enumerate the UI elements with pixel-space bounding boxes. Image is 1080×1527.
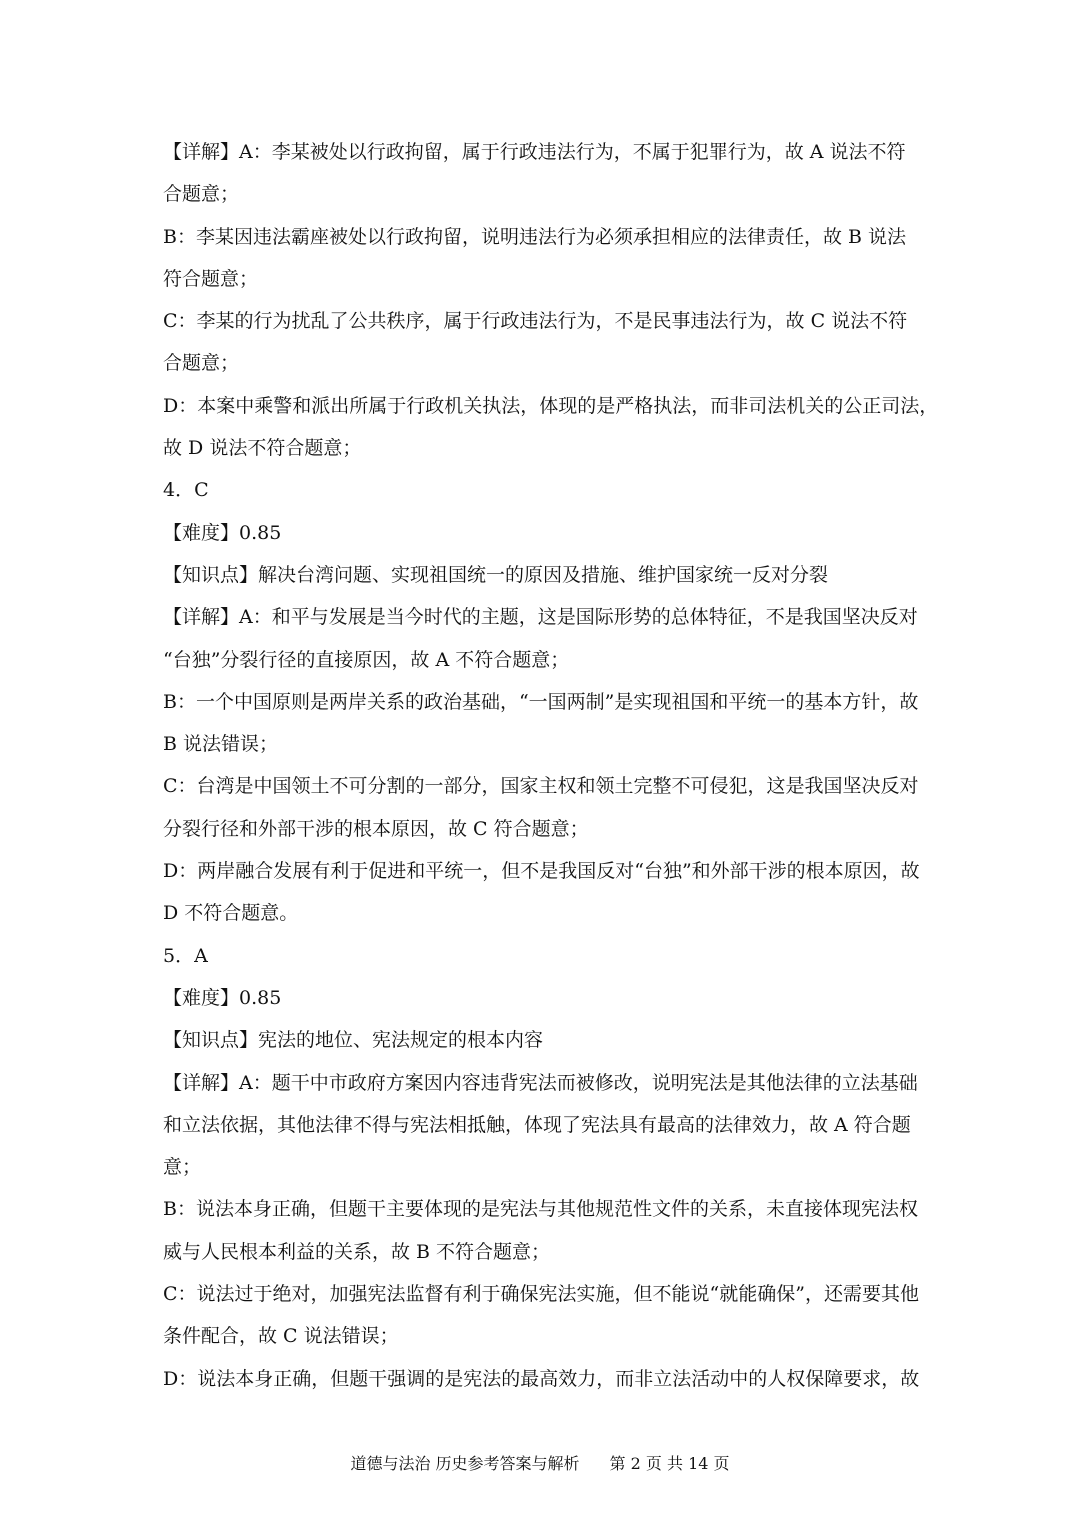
footer-document-title: 道德与法治 历史参考答案与解析 [350, 1454, 580, 1473]
difficulty-line: 【难度】0.85 [163, 521, 282, 544]
text-line: 和立法依据，其他法律不得与宪法相抵触，体现了宪法具有最高的法律效力，故 A 符合题 [163, 1113, 911, 1136]
text-line: 【详解】A：李某被处以行政拘留，属于行政违法行为，不属于犯罪行为，故 A 说法不符 [163, 141, 906, 163]
text-line: 分裂行径和外部干涉的根本原因，故 C 符合题意； [163, 817, 589, 840]
text-line: 条件配合，故 C 说法错误； [163, 1325, 399, 1348]
difficulty-line: 【难度】0.85 [163, 986, 282, 1009]
text-line: C：台湾是中国领土不可分割的一部分，国家主权和领土完整不可侵犯，这是我国坚决反对 [163, 775, 919, 798]
text-line: C：说法过于绝对，加强宪法监督有利于确保宪法实施，但不能说“就能确保”，还需要其他 [163, 1283, 919, 1306]
text-line: 故 D 说法不符合题意； [163, 437, 362, 460]
text-line: B：说法本身正确，但题干主要体现的是宪法与其他规范性文件的关系，未直接体现宪法权 [163, 1198, 918, 1221]
text-line: 意； [163, 1156, 202, 1179]
footer-page-number: 第 2 页 共 14 页 [609, 1454, 730, 1473]
text-line: “台独”分裂行径的直接原因，故 A 不符合题意； [163, 648, 570, 671]
text-line: B：一个中国原则是两岸关系的政治基础，“一国两制”是实现祖国和平统一的基本方针，故 [163, 690, 919, 713]
text-line: 威与人民根本利益的关系，故 B 不符合题意； [163, 1240, 551, 1263]
text-line: 合题意； [163, 352, 240, 375]
text-line: 【详解】A：题干中市政府方案因内容违背宪法而被修改，说明宪法是其他法律的立法基础 [163, 1071, 918, 1094]
text-line: D：说法本身正确，但题干强调的是宪法的最高效力，而非立法活动中的人权保障要求，故 [163, 1367, 920, 1390]
text-line: 合题意； [163, 183, 240, 206]
text-line: B 说法错误； [163, 733, 279, 756]
page-footer [0, 1452, 1080, 1476]
text-line: D：两岸融合发展有利于促进和平统一，但不是我国反对“台独”和外部干涉的根本原因，故 [163, 860, 920, 883]
knowledge-point-line: 【知识点】解决台湾问题、实现祖国统一的原因及措施、维护国家统一反对分裂 [163, 563, 829, 586]
text-line: D：本案中乘警和派出所属于行政机关执法，体现的是严格执法，而非司法机关的公正司法， [163, 394, 939, 417]
document-body [163, 131, 939, 1400]
text-line: 【详解】A：和平与发展是当今时代的主题，这是国际形势的总体特征，不是我国坚决反对 [163, 606, 918, 629]
knowledge-point-line: 【知识点】宪法的地位、宪法规定的根本内容 [163, 1029, 544, 1052]
question-answer: 5．A [163, 944, 208, 967]
text-line: 符合题意； [163, 267, 259, 290]
text-line: B：李某因违法霸座被处以行政拘留，说明违法行为必须承担相应的法律责任，故 B 说法 [163, 225, 907, 248]
question-answer: 4．C [163, 479, 209, 502]
text-line: C：李某的行为扰乱了公共秩序，属于行政违法行为，不是民事违法行为，故 C 说法不符 [163, 310, 908, 333]
text-line: D 不符合题意。 [163, 902, 299, 925]
